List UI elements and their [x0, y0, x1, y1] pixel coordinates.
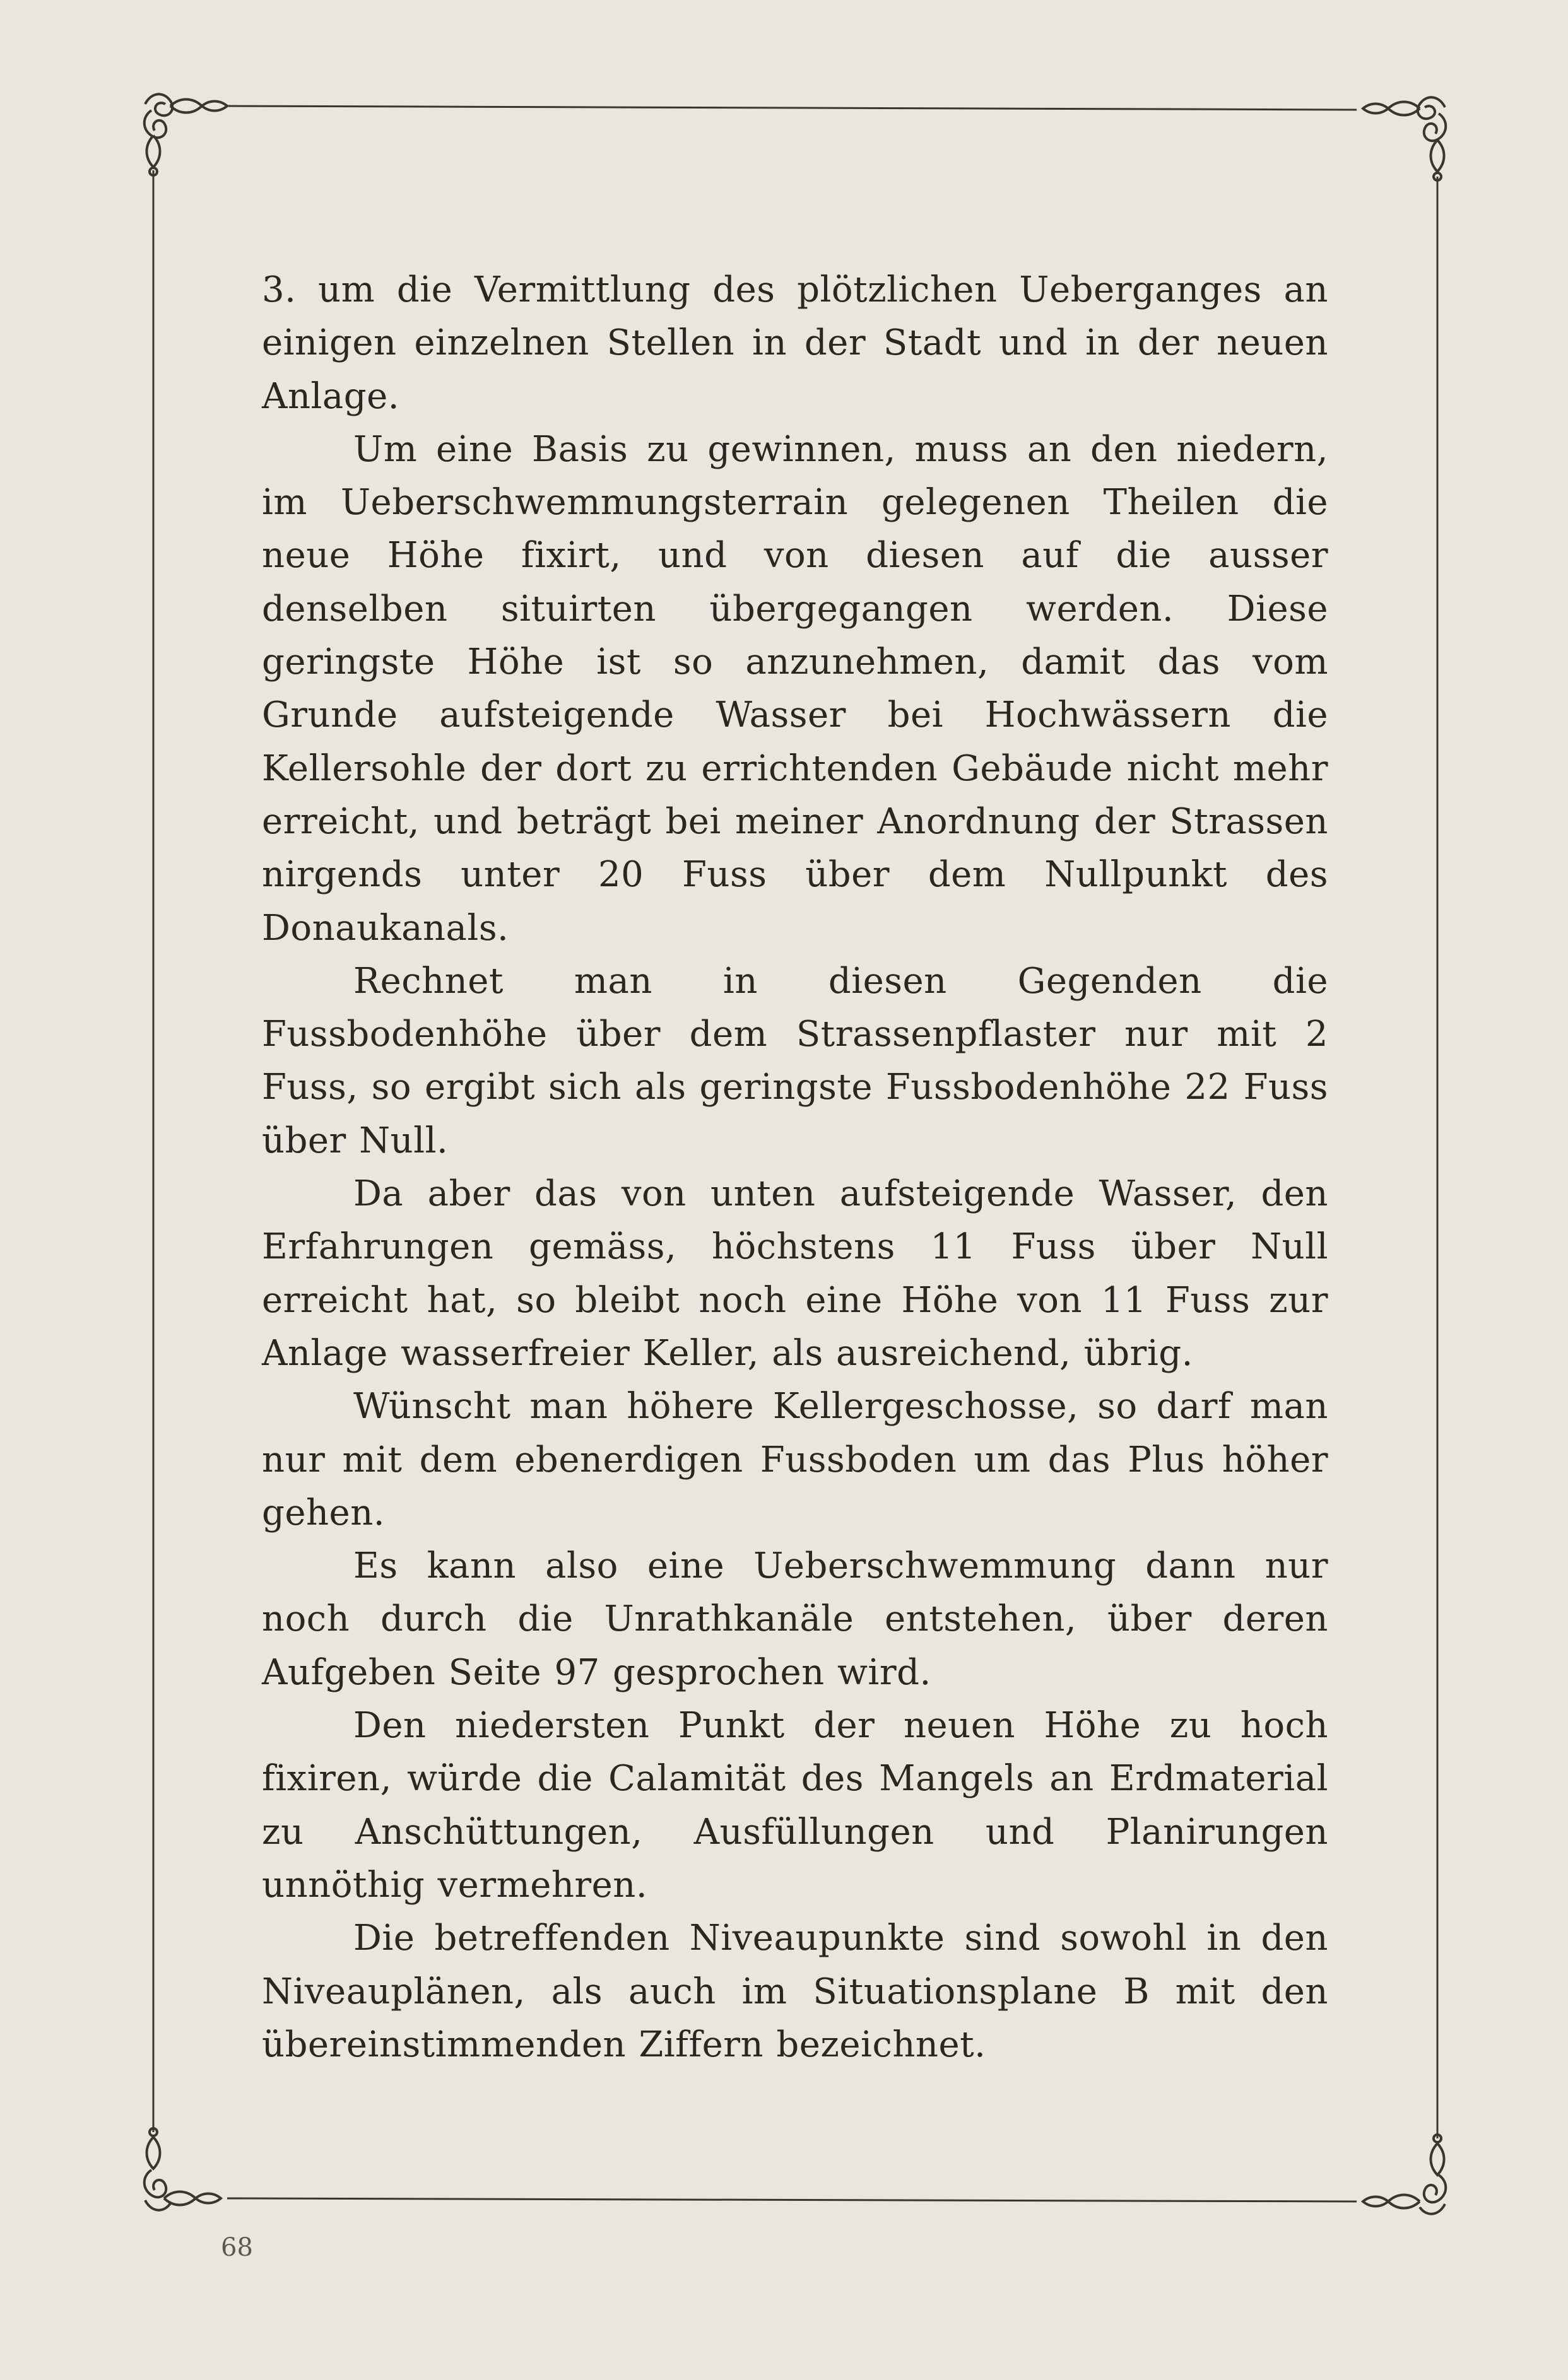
page-number: 68	[221, 2233, 253, 2262]
frame-bottom-line	[227, 2198, 1357, 2201]
body-text	[262, 264, 1328, 2072]
paragraph-7: Den niedersten Punkt der neuen Höhe zu hoch fixiren, würde die Calamität des Mangels an Erdmaterial zu Anschüttungen, Ausfüllungen und Planirungen unnöthig vermehren.	[262, 1705, 1328, 1906]
paragraph-1: 3. um die Vermittlung des plötzlichen Ueberganges an einigen einzelnen Stellen in der Stadt und in der neuen Anlage.	[262, 269, 1328, 417]
corner-ornament-bottom-right-icon	[1363, 2135, 1446, 2214]
corner-ornament-top-right-icon	[1363, 97, 1446, 180]
frame-top-line	[227, 106, 1357, 110]
paragraph-2: Um eine Basis zu gewinnen, muss an den niedern, im Ueberschwemmungsterrain gelegenen Theilen die neue Höhe fixirt, und von diesen auf die ausser denselben situirten übergegangen werden. Diese geringste Höhe ist so anzunehmen, damit das vom Grunde aufsteigende Wasser bei Hochwässern die Kellersohle der dort zu errichtenden Gebäude nicht mehr erreicht, und beträgt bei meiner Anordnung der Strassen nirgends unter 20 Fuss über dem Nullpunkt des Donaukanals.	[262, 428, 1328, 949]
corner-ornament-bottom-left-icon	[144, 2128, 221, 2210]
paragraph-4: Da aber das von unten aufsteigende Wasser, den Erfahrungen gemäss, höchstens 11 Fuss über Null erreicht hat, so bleibt noch eine Höhe von 11 Fuss zur Anlage wasserfreier Keller, als ausreichend, übrig.	[262, 1173, 1328, 1374]
paragraph-5: Wünscht man höhere Kellergeschosse, so darf man nur mit dem ebenerdigen Fussboden um das Plus höher gehen.	[262, 1386, 1328, 1533]
paragraph-3: Rechnet man in diesen Gegenden die Fussbodenhöhe über dem Strassenpflaster nur mit 2 Fuss, so ergibt sich als geringste Fussbodenhöhe 22 Fuss über Null.	[262, 960, 1328, 1161]
paragraph-6: Es kann also eine Ueberschwemmung dann nur noch durch die Unrathkanäle entstehen, über deren Aufgeben Seite 97 gesprochen wird.	[262, 1545, 1328, 1693]
paragraph-8: Die betreffenden Niveaupunkte sind sowohl in den Niveauplänen, als auch im Situationsplane B mit den übereinstimmenden Ziffern bezeichnet.	[262, 1918, 1328, 2065]
corner-ornament-top-left-icon	[144, 94, 227, 175]
